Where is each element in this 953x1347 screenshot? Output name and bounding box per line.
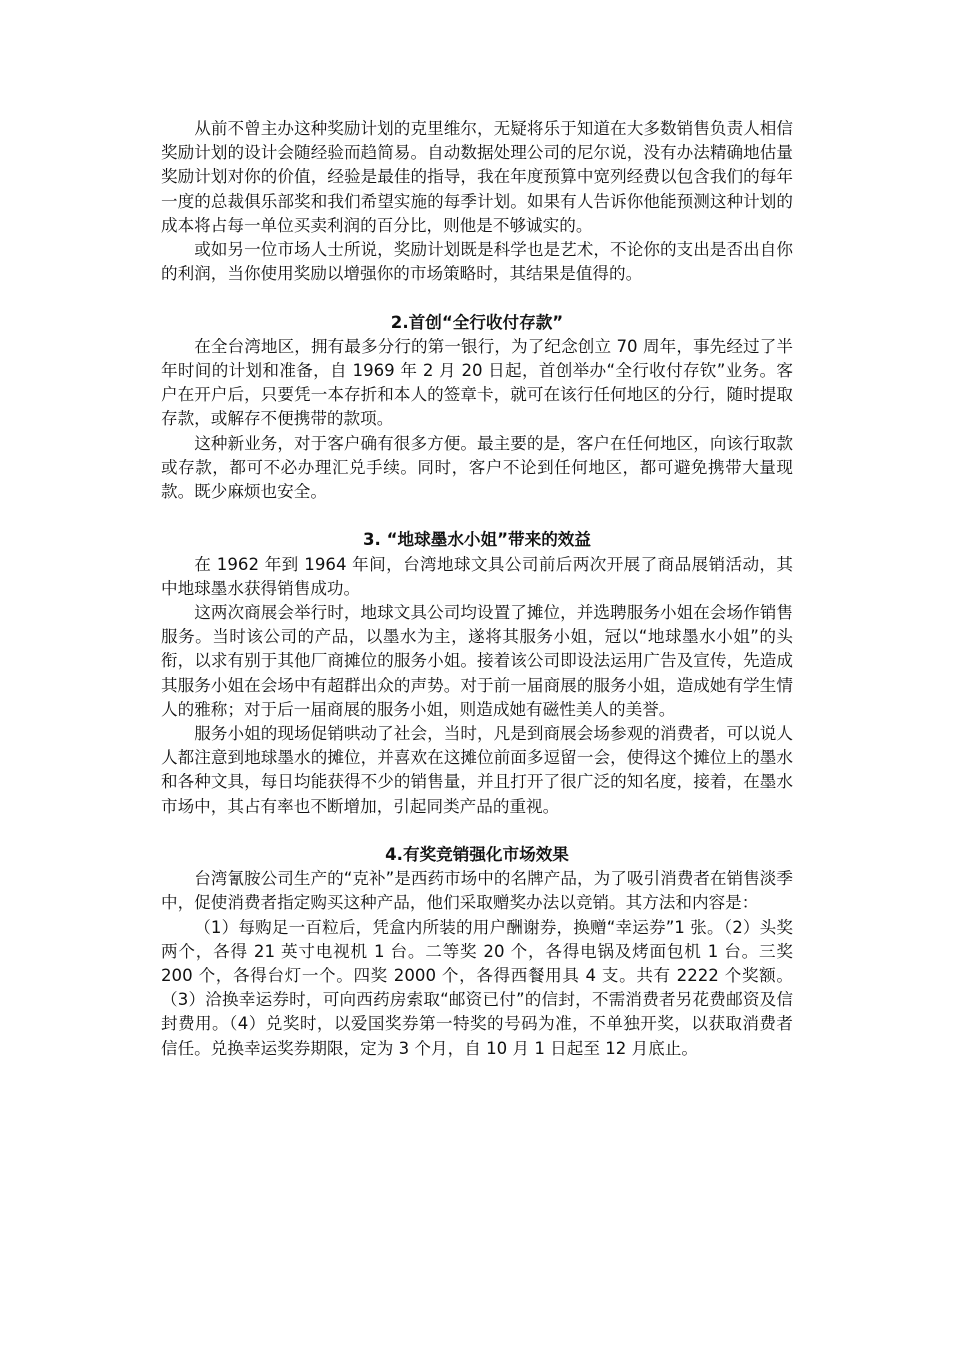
document-page	[161, 117, 793, 1061]
section-heading: 2.首创“全行收付存款”	[390, 312, 564, 332]
section-gap	[161, 504, 793, 528]
section-heading: 4.有奖竞销强化市场效果	[385, 845, 569, 865]
method-list-paragraph: （1）每购足一百粒后，凭盒内所装的用户酬谢券，换赠“幸运券”1 张。（2）头奖两个，各得 21 英寸电视机 1 台。二等奖 20 个，各得电锅及烤面包机 1 台。三奖 200 个，各得台灯一个。四奖 2000 个，各得西餐用具 4 支。共有 2222 个奖额。（3）洽换幸运券时，可向西药房索取“邮资已付”的信封，不需消费者另花费邮资及信封费用。（4）兑奖时，以爱国奖券第一特奖的号码为准，不单独开奖，以获取消费者信任。兑换幸运奖券期限，定为 3 个月，自 10 月 1 日起至 12 月底止。	[161, 917, 793, 1058]
paragraph: 服务小姐的现场促销哄动了社会，当时，凡是到商展会场参观的消费者，可以说人人都注意到地球墨水的摊位，并喜欢在这摊位前面多逗留一会，使得这个摊位上的墨水和各种文具，每日均能获得不少的销售量，并且打开了很广泛的知名度，接着，在墨水市场中，其占有率也不断增加，引起同类产品的重视。	[161, 724, 793, 816]
paragraph: 或如另一位市场人士所说，奖励计划既是科学也是艺术，不论你的支出是否出自你的利润，当你使用奖励以增强你的市场策略时，其结果是值得的。	[161, 240, 793, 284]
section-heading: 3. “地球墨水小姐”带来的效益	[363, 530, 591, 550]
paragraph: 这种新业务，对于客户确有很多方便。最主要的是，客户在任何地区，向该行取款或存款，都可不必办理汇兑手续。同时，客户不论到任何地区，都可避免携带大量现款。既少麻烦也安全。	[161, 433, 793, 502]
paragraph: 在 1962 年到 1964 年间，台湾地球文具公司前后两次开展了商品展销活动，其中地球墨水获得销售成功。	[161, 554, 793, 598]
paragraph: 台湾氰胺公司生产的“克补”是西药市场中的名牌产品，为了吸引消费者在销售淡季中，促使消费者指定购买这种产品，他们采取赠奖办法以竞销。其方法和内容是：	[161, 869, 793, 913]
paragraph: 在全台湾地区，拥有最多分行的第一银行，为了纪念创立 70 周年，事先经过了半年时间的计划和准备，自 1969 年 2 月 20 日起，首创举办“全行收付存钦”业务。客户在开户后，只要凭一本存折和本人的签章卡，就可在该行任何地区的分行，随时提取存款，或解存不便携带的款项。	[161, 336, 793, 429]
section-gap	[161, 286, 793, 310]
paragraph: 这两次商展会举行时，地球文具公司均设置了摊位，并选聘服务小姐在会场作销售服务。当时该公司的产品，以墨水为主，遂将其服务小姐，冠以“地球墨水小姐”的头衔，以求有别于其他厂商摊位的服务小姐。接着该公司即设法运用广告及宣传，先造成其服务小姐在会场中有超群出众的声势。对于前一届商展的服务小姐，造成她有学生情人的雅称；对于后一届商展的服务小姐，则造成她有磁性美人的美誉。	[161, 603, 793, 719]
section-gap	[161, 819, 793, 843]
paragraph: 从前不曾主办这种奖励计划的克里维尔，无疑将乐于知道在大多数销售负责人相信奖励计划的设计会随经验而趋简易。自动数据处理公司的尼尔说，没有办法精确地估量奖励计划对你的价值，经验是最佳的指导，我在年度预算中宽列经费以包含我们的每年一度的总裁俱乐部奖和我们希望实施的每季计划。如果有人告诉你他能预测这种计划的成本将占每一单位买卖利润的百分比，则他是不够诚实的。	[161, 119, 793, 235]
